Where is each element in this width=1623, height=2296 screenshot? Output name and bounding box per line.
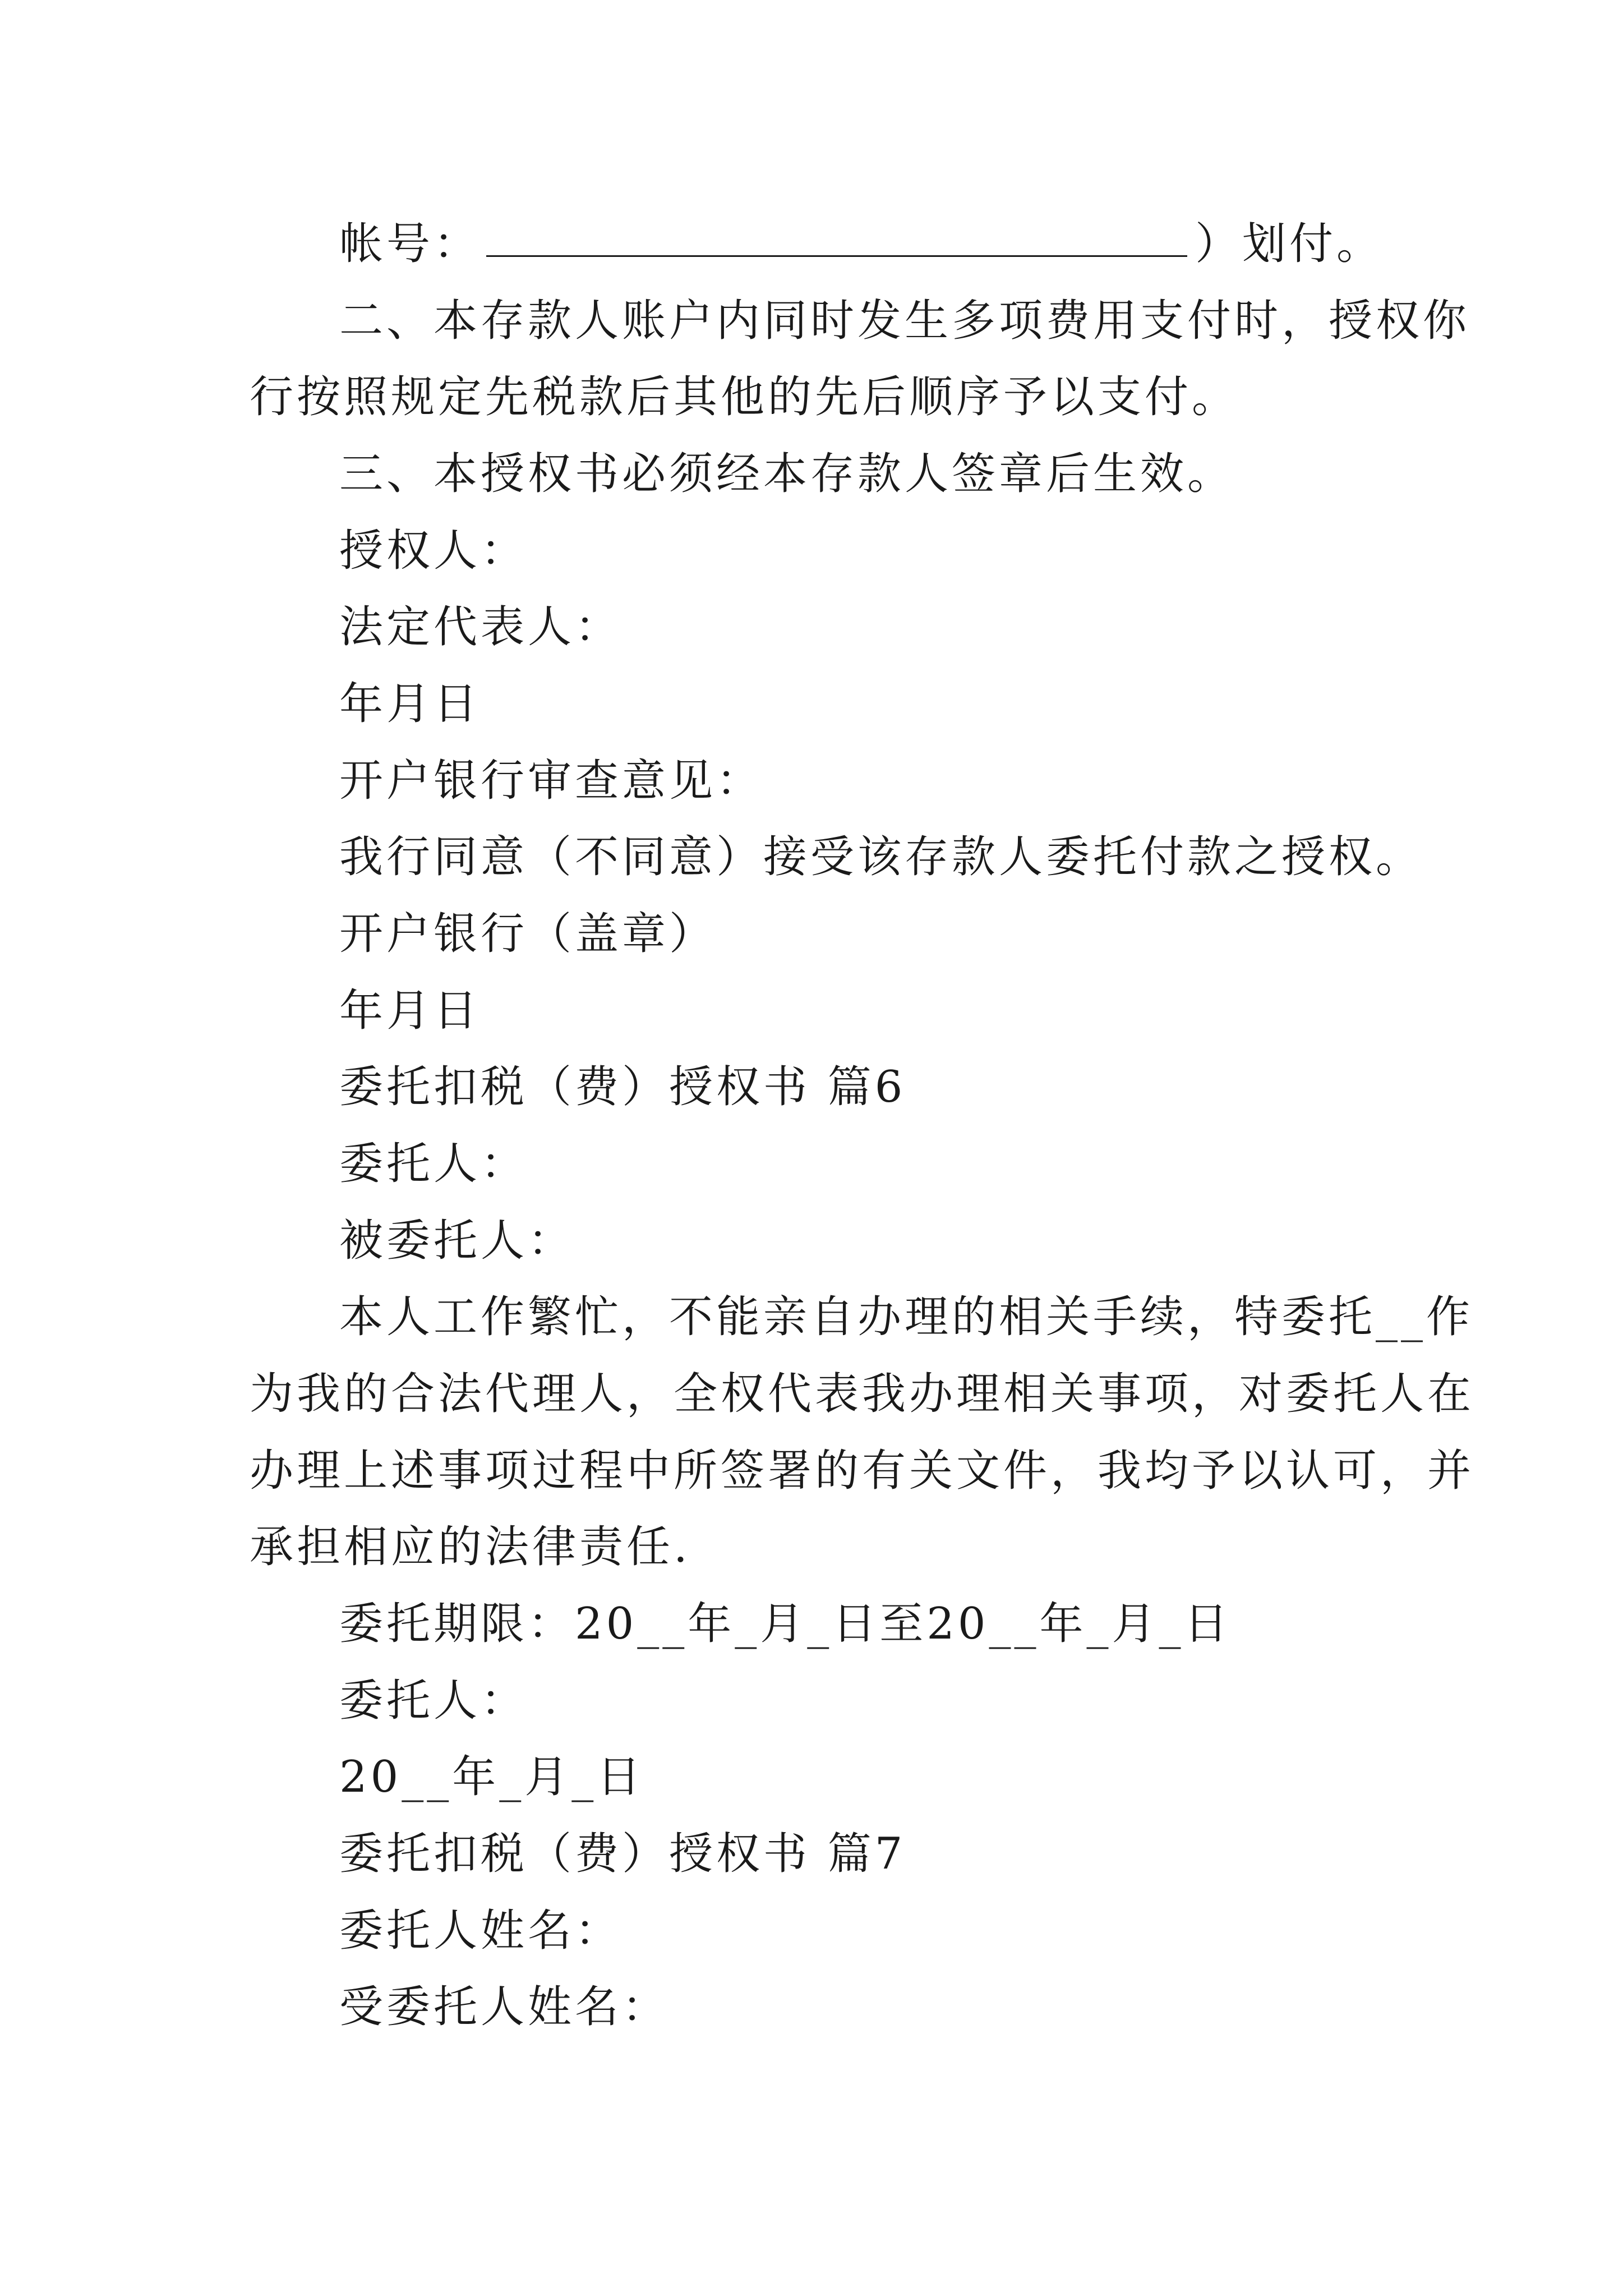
account-line xyxy=(339,216,1384,272)
section-title-7: 委托扣税（费）授权书 篇7 xyxy=(339,1829,906,1879)
account-suffix: ）划付。 xyxy=(1195,219,1384,269)
bank-seal-label: 开户银行（盖章） xyxy=(339,909,717,959)
bank-review-label: 开户银行审查意见： xyxy=(339,756,764,806)
body-line-1: 本人工作繁忙，不能亲自办理的相关手续，特委托__作 xyxy=(339,1292,1474,1342)
account-blank xyxy=(486,216,1187,257)
bank-opinion: 我行同意（不同意）接受该存款人委托付款之授权。 xyxy=(339,832,1423,882)
term-line: 委托期限：20__年_月_日至20__年_月_日 xyxy=(339,1599,1232,1649)
principal-label-2: 委托人： xyxy=(339,1676,528,1726)
section-title-6: 委托扣税（费）授权书 篇6 xyxy=(339,1062,906,1112)
date-line-1: 年月日 xyxy=(339,679,481,729)
clause-2-line-2: 行按照规定先税款后其他的先后顺序予以支付。 xyxy=(250,372,1239,422)
principal-name-label: 委托人姓名： xyxy=(339,1906,623,1956)
clause-2-line-1: 二、本存款人账户内同时发生多项费用支付时，授权你 xyxy=(339,296,1470,346)
authorizer-label: 授权人： xyxy=(339,526,528,576)
body-line-4: 承担相应的法律责任. xyxy=(250,1522,691,1572)
agent-name-label: 受委托人姓名： xyxy=(339,1982,670,2032)
agent-label-1: 被委托人： xyxy=(339,1216,575,1266)
body-line-3: 办理上述事项过程中所签署的有关文件，我均予以认可，并 xyxy=(250,1446,1475,1496)
date-line-3: 20__年_月_日 xyxy=(339,1752,644,1802)
clause-3: 三、本授权书必须经本存款人签章后生效。 xyxy=(339,449,1235,499)
principal-label-1: 委托人： xyxy=(339,1139,528,1189)
legal-representative-label: 法定代表人： xyxy=(339,602,623,652)
date-line-2: 年月日 xyxy=(339,986,481,1036)
account-label: 帐号： xyxy=(339,219,481,269)
body-line-2: 为我的合法代理人，全权代表我办理相关事项，对委托人在 xyxy=(250,1369,1475,1419)
